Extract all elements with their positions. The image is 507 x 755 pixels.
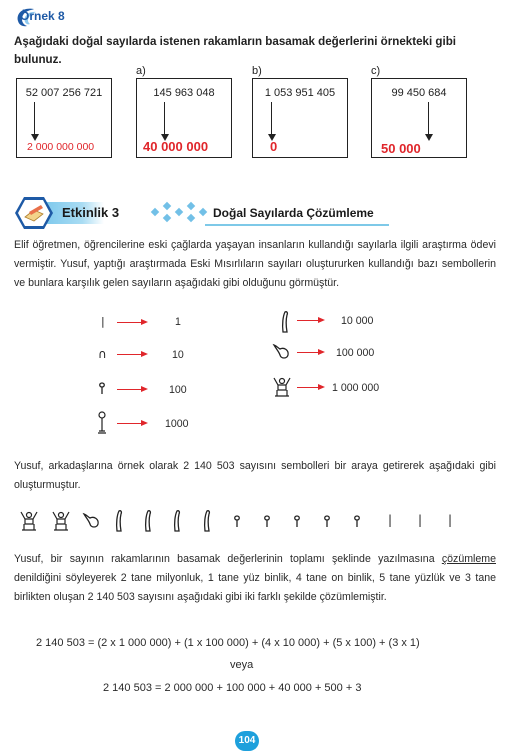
hieroglyph-number-row (18, 508, 488, 534)
number-box (371, 78, 467, 158)
page-number: 104 (235, 731, 259, 751)
stroke-glyph-icon: | (388, 513, 393, 527)
right-arrow-icon (297, 352, 319, 353)
arrow-head-icon (31, 134, 39, 141)
number-box (136, 78, 232, 158)
right-arrow-icon (117, 389, 142, 390)
arrow-head-icon (141, 386, 148, 392)
finger-glyph-icon (202, 509, 212, 533)
right-arrow-icon (117, 354, 142, 355)
tadpole-glyph-icon (82, 511, 102, 531)
paragraph-3-start: Yusuf, bir sayının rakamlarının basamak değerlerinin toplamı şeklinde yazılmasına (14, 553, 442, 565)
stroke-glyph-icon: | (101, 315, 105, 328)
symbol-value: 1 (175, 316, 181, 328)
arrow-head-icon (318, 317, 325, 323)
down-arrow-icon (164, 102, 165, 135)
term-cozumleme: çözümleme (441, 553, 496, 565)
tadpole-glyph-icon (272, 342, 292, 362)
finger-glyph-icon (143, 509, 153, 533)
stroke-glyph-icon: | (448, 513, 453, 527)
box-number: 145 963 048 (153, 87, 215, 99)
number-box (16, 78, 112, 158)
arrow-head-icon (141, 319, 148, 325)
down-arrow-icon (271, 102, 272, 135)
arrow-head-icon (141, 351, 148, 357)
equation-sum: 2 140 503 = 2 000 000 + 100 000 + 40 000 + 500 + 3 (103, 682, 362, 694)
coil-rope-glyph-icon (322, 514, 332, 528)
heel-bone-glyph-icon: ∩ (98, 347, 107, 361)
paragraph-1: Elif öğretmen, öğrencilerine eski çağlarda yaşayan insanların kullandığı sayılarla ilgili araştırma ödevi vermiştir. Yusuf, yaptığı araştırmada Eski Mısırlıların sayıları oluştururken kullandığı bazı sembollerin ve bunlara karşılık gelen sayıların aşağıdaki gibi olduğunu görmüştür. (14, 239, 496, 289)
lotus-glyph-icon (97, 411, 107, 435)
finger-glyph-icon (280, 310, 290, 334)
symbol-value: 100 (169, 384, 187, 396)
stroke-glyph-icon: | (418, 513, 423, 527)
activity-label: Etkinlik 3 (62, 205, 120, 220)
symbol-value: 10 (172, 349, 184, 361)
symbol-value: 1000 (165, 418, 189, 430)
right-arrow-icon (297, 320, 319, 321)
box-letter: b) (252, 65, 262, 77)
paragraph-3-end: denildiğini söyleyerek 2 tane milyonluk, 1 tane yüz binlik, 4 tane on binlik, 5 tane yüzlük ve 3 tane birlikten oluşan 2 140 503 sayısını aşağıdaki gibi iki farklı şekilde çözümlemiştir. (14, 572, 496, 603)
symbol-value: 100 000 (336, 347, 375, 359)
coil-rope-glyph-icon (292, 514, 302, 528)
title-underline (205, 224, 389, 226)
symbol-value: 1 000 000 (332, 382, 380, 394)
example-instruction: Aşağıdaki doğal sayılarda istenen rakamların basamak değerlerini örnekteki gibi bulunuz. (14, 35, 457, 66)
box-letter: a) (136, 65, 146, 77)
box-answer: 2 000 000 000 (27, 141, 95, 153)
box-letter: c) (371, 65, 381, 77)
coil-rope-glyph-icon (97, 381, 107, 395)
arrow-head-icon (318, 384, 325, 390)
down-arrow-icon (34, 102, 35, 135)
right-arrow-icon (117, 423, 142, 424)
right-arrow-icon (117, 322, 142, 323)
box-number: 1 053 951 405 (264, 87, 336, 99)
or-word: veya (230, 659, 254, 671)
box-number: 52 007 256 721 (25, 87, 103, 99)
arrow-head-icon (141, 420, 148, 426)
number-box (252, 78, 348, 158)
coil-rope-glyph-icon (352, 514, 362, 528)
box-answer: 50 000 (381, 141, 421, 156)
finger-glyph-icon (172, 509, 182, 533)
right-arrow-icon (297, 387, 319, 388)
activity-title: Doğal Sayılarda Çözümleme (213, 206, 374, 220)
finger-glyph-icon (114, 509, 124, 533)
symbol-value: 10 000 (341, 315, 374, 327)
equation-expanded: 2 140 503 = (2 x 1 000 000) + (1 x 100 000) + (4 x 10 000) + (5 x 100) + (3 x 1) (36, 637, 420, 649)
example-title: Örnek 8 (20, 9, 65, 23)
god-glyph-icon (18, 510, 40, 532)
paragraph-3 (14, 550, 496, 607)
box-number: 99 450 684 (391, 87, 447, 99)
arrow-head-icon (425, 134, 433, 141)
paragraph-2: Yusuf, arkadaşlarına örnek olarak 2 140 503 sayısını sembolleri bir araya getirerek aşağıdaki gibi oluşturmuştur. (14, 460, 496, 491)
coil-rope-glyph-icon (232, 514, 242, 528)
god-glyph-icon (50, 510, 72, 532)
box-answer: 0 (270, 139, 278, 154)
god-glyph-icon (272, 376, 292, 398)
down-arrow-icon (428, 102, 429, 135)
coil-rope-glyph-icon (262, 514, 272, 528)
box-answer: 40 000 000 (143, 139, 209, 154)
arrow-head-icon (318, 349, 325, 355)
book-pencil-icon (14, 196, 54, 230)
